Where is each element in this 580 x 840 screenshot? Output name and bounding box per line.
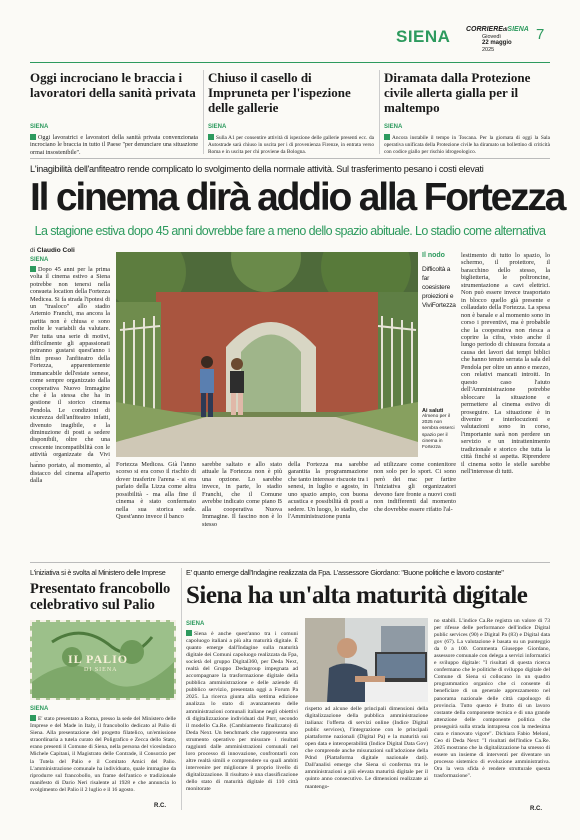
brief-text: Sulla A1 per consentire attività di ispezione delle gallerie presenti ecc. da Autostrade sarà chiuso in uscita per i di provenienza Firenze, in entrata verso Roma e in uscita per chi proviene da Bologna. bbox=[208, 135, 374, 155]
brief-divider bbox=[379, 70, 380, 154]
fortezza-photo-illustration bbox=[116, 252, 418, 457]
column-divider bbox=[181, 568, 182, 810]
digital-photo bbox=[305, 618, 428, 702]
section-rule bbox=[30, 158, 550, 159]
brief-1 bbox=[30, 70, 198, 157]
bullet-square bbox=[384, 134, 390, 140]
brief-title: Chiuso il casello di Impruneta per l'ispezione delle gallerie bbox=[208, 70, 351, 115]
logo-top: CORRIERE bbox=[466, 26, 503, 33]
bullet-square bbox=[30, 715, 36, 721]
brief-location: SIENA bbox=[208, 124, 227, 130]
stamp-sign: R.C. bbox=[154, 803, 166, 809]
header-day: Giovedì bbox=[482, 34, 501, 40]
stamp-location: SIENA bbox=[30, 706, 49, 712]
stamp-kicker: L'iniziativa si è svolta al Ministero delle Imprese bbox=[30, 568, 166, 577]
main-row-col: ad utilizzare come contenitore non solo per lo sport. Ci sono però dei ma: per fartire l'iniziativa gli organizzatori devono fare fronte a nuovi costi non indifferenti dal momento che dovrebbe essere rifatto l'al- bbox=[374, 461, 456, 513]
brief-text: Ancora instabile il tempo in Toscana. Per la giornata di oggi la Sala operativa unificata della Protezione civile ha diramato un bollettino di criticità con codice giallo per rischio idrogeologico. bbox=[384, 135, 550, 155]
brief-title: Diramata dalla Protezione civile allerta gialla per il maltempo bbox=[384, 70, 531, 115]
nodo-box bbox=[422, 252, 456, 310]
main-kicker: L'inagibilità dell'anfiteatro rende complicato lo svolgimento della normale attività. Sul trasferimento pesano i costi elevati bbox=[30, 164, 484, 174]
bullet-square bbox=[30, 266, 36, 272]
page-header bbox=[0, 0, 580, 62]
byline-author: Claudio Coli bbox=[36, 247, 75, 254]
nodo-title: Il nodo bbox=[422, 252, 445, 259]
main-col1: Dopo 45 anni per la prima volta il cinema estivo a Siena potrebbe non tenersi nella consueta location della Fortezza Medicea. Si fa strada l'ipotesi di un "trasloco" allo stadio Artemio Franchi, ma ancora la partita non è chiusa e sono molte le variabili da valutare. Per tutta una serie di motivi, difficilmente gli appassionati potranno gustarsi quest'anno i film presso l'anfiteatro della Fortezza, apparentemente immancabile dell'estate senese, come sempre organizzato dalla cooperativa Nuovo Immagine che è la stessa che ha in gestione il storico cinema Pendola. Le condizioni di sicurezza dell'anfiteatro infatti, divenuto inagibile, e la diminuzione di posti a sedere disponibili, oltre che una crescente incompatibilità con le attività organizzate da Vivi bbox=[30, 266, 110, 459]
byline-prefix: di bbox=[30, 247, 36, 254]
main-row-col: sarebbe saltato e allo stato attuale la Fortezza non è più una opzione. Lo sarebbe invece, in parte, lo stadio Franchi, che il Comune avrebbe indicato come piano B alla cooperativa Nuova Immagine. Il fascino non è lo stesso bbox=[202, 461, 282, 528]
page-number: 7 bbox=[536, 26, 545, 43]
stamp-word: IL PALIO bbox=[68, 652, 129, 666]
brief-3 bbox=[384, 70, 550, 156]
cinema-photo bbox=[116, 252, 418, 457]
bullet-square bbox=[30, 134, 36, 140]
digital-location: SIENA bbox=[186, 621, 205, 627]
bullet-square bbox=[208, 134, 214, 140]
logo bbox=[466, 26, 529, 56]
main-row-columns bbox=[116, 461, 456, 561]
logo-tagline: di bbox=[502, 27, 508, 33]
brief-location: SIENA bbox=[30, 124, 49, 130]
header-year: 2025 bbox=[482, 47, 495, 53]
main-row-col: della Fortezza ma sarebbe garantita la programmazione che tanto interesse riscuote tra i senesi, in luglio e agosto, in uno spazio ampio, con buona acustica e possibilità di posti a sedere. Un luogo, lo stadio, che l'Amministrazione punta bbox=[288, 461, 368, 521]
digital-col1: Siena è anche quest'anno tra i comuni capoluogo italiani a più alta maturità digitale. È quanto emerge dall'Indagine sulla maturità digitale dei Comuni capoluogo realizzata da Fpa, società del gruppo Digital360, per Deda Next, realtà del Gruppo Dedagroup impegnata ad accompagnare la trasformazione digitale della pubblica amministrazione e delle aziende di pubblico servizio, presentata oggi a Forum Pa 2025. La ricerca giunta alla settima edizione analizza lo stato di avanzamento delle amministrazioni comunali italiane negli obiettivi di digitalizzazione individuati dal Pnrr, secondo il modello Ca.Re. (Cambiamento finalizzato) di Deda Next. Un benchmark che rappresenta uno strumento operativo per misurare i risultati raggiunti dalle amministrazioni comunali nel loro processo di innovazione, confrontarli con altre realtà simili e comprendere su quali ambiti intervenire per migliorare il proprio livello di digitalizzazione. Il risultato è una classificazione dello stato di maturità digitale di 110 città monitorate bbox=[186, 631, 298, 793]
bullet-square bbox=[186, 630, 192, 636]
digital-col2: rispetto ad alcune delle principali dimensioni della digitalizzazione della pubblica amministrazione italiana: l'offerta di servizi online (Indice Digital public services), l'integrazione con le principali piattaforme nazionali (Digital Pa) e la maturità sui open data e interoperabilità (Indice Digital Data Gov) che comprende anche misurazioni sull'adozione della Pdnd (Piattaforma digitale nazionale dati). Dall'analisi emerge che Siena si conferma tra le amministrazioni a più elevata maturità digitale per il quinto anno consecutivo. Le dimensioni realizzate ai mantengo- bbox=[305, 706, 428, 790]
caption-text: Almeno per il 2025 non sembra esserci spazio per il cinema in Fortezza bbox=[422, 414, 455, 451]
header-date: 22 maggio bbox=[482, 40, 512, 46]
byline bbox=[30, 247, 75, 254]
digital-kicker: E' quanto emerge dall'Indagine realizzata da Fpa. L'assessore Giordano: "Buone politiche e lavoro costante" bbox=[186, 568, 504, 577]
section-label: SIENA bbox=[396, 27, 451, 46]
stamp-text: E' stato presentato a Roma, presso la sede del Ministero delle Imprese e del Made in Italy, il francobollo dedicato al Palio di Siena. Alla presentazione del progetto filatelico, un'emissione straordinaria a tutela curato del Poligrafico e Zecca dello Stato, erano presenti il Comune di Siena, nella persona del vicesindaco Michele Capitani, il Magistrato delle Contrade, il Consorzio per la Tutela del Palio e il Comitato Amici del Palio. L'amministrazione comunale ha individuato, quale immagine da riprodurre sul francobollo, un frame dell'antico e tradizionale manifesto di Dario Neri risalente al 1928 e che annuncia lo svolgimento del Palio il 2 luglio e il 16 agosto. bbox=[30, 716, 176, 793]
brief-text: Oggi lavoratrici e lavoratori della sanità privata convenzionata incrociano le braccia in tutto il Paese "per denunciare una situazione ormai insostenibile". bbox=[30, 135, 198, 156]
man-at-computer-illustration bbox=[305, 618, 428, 702]
main-headline: Il cinema dirà addio alla Fortezza bbox=[30, 176, 565, 219]
brief-location: SIENA bbox=[384, 124, 403, 130]
stamp-image bbox=[30, 620, 176, 700]
main-col-right: lestimento di tutto lo spazio, lo schermo, il proiettore, il baracchino dello stesso, la biglietteria, le poltroncine, strumentazione a cavi elettrici. Non può essere invece trasportato in blocco quello già presente e collaudato della Fortezza. La spesa non è banale e al momento sono in corso i preventivi, ma è probabile che la cooperativa non riesca a coprire la cifra, visto anche il lungo periodo di chiusura forzata a causa dei lavori dai tempi biblici che hanno tenuto serrata la sala del Pendola per oltre un anno e mezzo, con relativi mancati introiti. In questo caso l'aiuto dell'Amministrazione potrebbe sbloccare la situazione e permettere al cinema estivo di proseguire. La situazione è in divenire e interlocuzioni e valutazioni sono in corso, l'importante sarà non perdere un servizio e un intrattenimento tradizionale e storico che tutta la città finché si aspetta. Riprendere il cinema sotto le stelle sarebbe nell'interesse di tutti. bbox=[461, 252, 550, 476]
caption-title: Ai saluti bbox=[422, 408, 444, 414]
nodo-text: Difficoltà a far coesistere proiezioni e ViviFortezza bbox=[422, 266, 456, 309]
brief-title: Oggi incrociano le braccia i lavoratori della sanità privata bbox=[30, 70, 196, 100]
logo-bottom: SIENA bbox=[507, 26, 529, 33]
stamp-headline: Presentato francobollo celebrativo sul Palio bbox=[30, 581, 171, 613]
stamp-sub: DI SIENA bbox=[84, 667, 118, 673]
brief-2 bbox=[208, 70, 374, 156]
main-location: SIENA bbox=[30, 257, 49, 263]
brief-divider bbox=[203, 70, 204, 154]
main-subhead: La stagione estiva dopo 45 anni dovrebbe fare a meno dello spazio abituale. Lo stadio come alternativa bbox=[34, 224, 546, 238]
digital-col3: no stabili. L'indice Ca.Re registra un valore di 73 per rifesse delle performance dell'indice Digital public services (90) e Digital Pa (83) e Digital data gov (67). La valutazione è basata su un punteggio da 0 a 100. Commenta Giuseppe Giordano, assessore comunale con delega a servizi informatici e sviluppo digitale: "I risultati di questa ricerca confermano che le politiche di sviluppo digitale del Comune di Siena si collocano in un quadro programmatico organico che ci consente di beneficiare di un generale apprezzamento nel panorama nazionale delle città capoluogo di provincia. Tutto questo è frutto di un lavoro costante della componente tecnica e di una grande attenzione delle componente politica che proseguirà sulla strada intrapresa con la medesima cura e rinnovato vigore". Dichiara Fabio Meloni, Ceo di Deda Next: "I risultati dell'Indice Ca.Re. 2025 mostrano che la digitalizzazione ha smesso di essere un insieme di interventi per diventare un processo sistemico di evoluzione amministrativa. Ora la vera sfida è rendere strutturale questa trasformazione". bbox=[434, 618, 550, 780]
digital-headline: Siena ha un'alta maturità digitale bbox=[186, 582, 528, 609]
digital-sign: R.C. bbox=[530, 806, 542, 812]
photo-caption bbox=[422, 408, 456, 451]
main-col1-continued: hanno portato, al momento, al distacco del cinema all'aperto dalla bbox=[30, 462, 110, 485]
section-rule bbox=[30, 562, 550, 563]
main-row-col: Fortezza Medicea. Già l'anno scorso si era corso il rischio di dover trasferire l'arena - si era parlato della Lizza come altra possibilità - ma alla fine il cinema è stato confermato nella sua storica sede. Quest'anno invece il banco bbox=[116, 461, 196, 521]
header-rule bbox=[30, 62, 550, 63]
